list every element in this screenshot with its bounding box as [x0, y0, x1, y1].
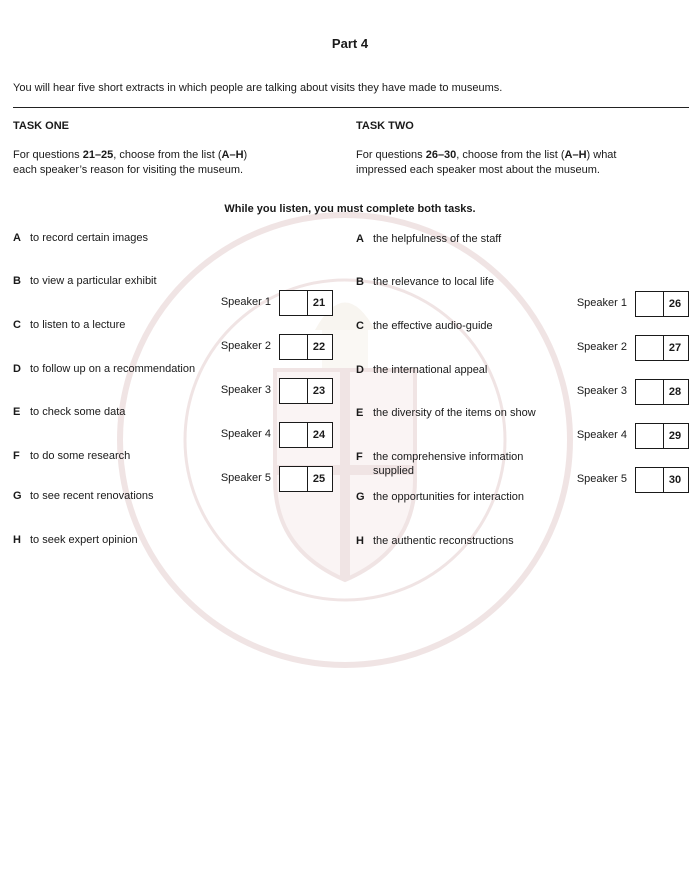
instr-text: For questions — [356, 149, 426, 161]
speaker-label: Speaker 1 — [220, 296, 271, 308]
task-one-option-b — [13, 274, 157, 288]
option-text: to listen to a lecture — [30, 319, 126, 331]
question-number: 26 — [668, 298, 682, 310]
answer-box[interactable] — [279, 378, 333, 404]
option-letter: E — [356, 407, 364, 419]
task-two-option-g — [356, 490, 524, 504]
question-number: 24 — [312, 429, 326, 441]
intro-text: You will hear five short extracts in which people are talking about visits they have made to museums. — [13, 82, 503, 94]
task-two-heading: TASK TWO — [356, 120, 414, 132]
option-text: to record certain images — [30, 232, 148, 244]
instr-text: ) — [243, 149, 248, 161]
task-one-option-a — [13, 231, 148, 245]
answer-box[interactable] — [635, 379, 689, 405]
speaker-label: Speaker 2 — [220, 340, 271, 352]
task-two-instructions — [356, 148, 617, 178]
answer-blank[interactable] — [636, 380, 664, 404]
question-number: 21 — [312, 297, 326, 309]
option-letter: G — [13, 490, 22, 502]
option-letter: G — [356, 491, 365, 503]
instr-text: ) what — [586, 149, 617, 161]
answer-box[interactable] — [635, 335, 689, 361]
answer-box[interactable] — [635, 291, 689, 317]
option-letter: D — [356, 364, 364, 376]
task-one-speaker-1 — [200, 290, 333, 316]
answer-box[interactable] — [279, 290, 333, 316]
task-two-option-e — [356, 406, 536, 420]
option-letter: C — [356, 320, 364, 332]
option-letter: A — [356, 233, 364, 245]
speaker-label: Speaker 2 — [576, 341, 627, 353]
answer-box[interactable] — [279, 422, 333, 448]
answer-blank[interactable] — [280, 379, 308, 403]
answer-blank[interactable] — [636, 336, 664, 360]
answer-blank[interactable] — [636, 468, 664, 492]
task-two-option-b — [356, 275, 494, 289]
academy-crest-watermark — [110, 180, 580, 700]
instr-text: , choose from the list ( — [113, 149, 222, 161]
option-letter: D — [13, 363, 21, 375]
option-letter: F — [356, 451, 363, 463]
answer-box[interactable] — [279, 466, 333, 492]
option-text: to do some research — [30, 450, 131, 462]
answer-blank[interactable] — [636, 292, 664, 316]
task-one-instructions — [13, 148, 247, 178]
answer-blank[interactable] — [280, 291, 308, 315]
option-text: the international appeal — [373, 364, 488, 376]
task-one-speaker-4 — [200, 422, 333, 448]
option-letter: B — [356, 276, 364, 288]
task-one-speaker-3 — [200, 378, 333, 404]
answer-box[interactable] — [635, 423, 689, 449]
question-number: 25 — [312, 473, 326, 485]
instr-range: 26–30 — [425, 149, 457, 161]
instr-letters: A–H — [564, 149, 587, 161]
option-text: to check some data — [30, 406, 126, 418]
task-one-speaker-5 — [200, 466, 333, 492]
question-number: 29 — [668, 430, 682, 442]
option-letter: E — [13, 406, 21, 418]
task-one-option-c — [13, 318, 125, 332]
instr-text: , choose from the list ( — [456, 149, 565, 161]
answer-box[interactable] — [635, 467, 689, 493]
answer-blank[interactable] — [280, 467, 308, 491]
instr-range: 21–25 — [82, 149, 114, 161]
option-text: the helpfulness of the staff — [373, 233, 502, 245]
speaker-label: Speaker 4 — [576, 429, 627, 441]
both-tasks-note: While you listen, you must complete both tasks. — [224, 203, 476, 215]
task-one-heading: TASK ONE — [13, 120, 70, 132]
answer-blank[interactable] — [280, 423, 308, 447]
task-two-option-a — [356, 232, 501, 246]
question-number: 30 — [668, 474, 682, 486]
instr-letters: A–H — [221, 149, 244, 161]
task-two-option-f — [356, 450, 536, 478]
task-one-option-d — [13, 362, 195, 376]
page-title: Part 4 — [331, 36, 369, 51]
speaker-label: Speaker 3 — [220, 384, 271, 396]
task-two-option-c — [356, 319, 493, 333]
question-number: 27 — [668, 342, 682, 354]
option-letter: C — [13, 319, 21, 331]
option-letter: A — [13, 232, 21, 244]
task-two-speaker-2 — [556, 335, 689, 361]
task-one-option-h — [13, 533, 138, 547]
option-text: the authentic reconstructions — [373, 535, 514, 547]
divider-rule — [13, 107, 689, 108]
task-one-option-f — [13, 449, 130, 463]
question-number: 28 — [668, 386, 682, 398]
option-text: the diversity of the items on show — [373, 407, 536, 419]
question-number: 22 — [312, 341, 326, 353]
answer-box[interactable] — [279, 334, 333, 360]
option-letter: H — [356, 535, 364, 547]
task-one-option-e — [13, 405, 125, 419]
speaker-label: Speaker 1 — [576, 297, 627, 309]
option-text: to seek expert opinion — [30, 534, 138, 546]
option-text: to see recent renovations — [30, 490, 154, 502]
task-one-speaker-2 — [200, 334, 333, 360]
task-two-option-h — [356, 534, 514, 548]
task-two-speaker-4 — [556, 423, 689, 449]
option-letter: B — [13, 275, 21, 287]
speaker-label: Speaker 5 — [576, 473, 627, 485]
instr-text: each speaker’s reason for visiting the museum. — [13, 164, 244, 176]
speaker-label: Speaker 5 — [220, 472, 271, 484]
option-text: the relevance to local life — [373, 276, 495, 288]
option-text: the comprehensive information supplied — [373, 451, 524, 477]
task-one-option-g — [13, 489, 154, 503]
option-text: to view a particular exhibit — [30, 275, 157, 287]
task-two-speaker-5 — [556, 467, 689, 493]
option-text: to follow up on a recommendation — [30, 363, 196, 375]
option-text: the effective audio-guide — [373, 320, 493, 332]
option-letter: F — [13, 450, 20, 462]
instr-text: For questions — [13, 149, 83, 161]
question-number: 23 — [312, 385, 326, 397]
task-two-speaker-3 — [556, 379, 689, 405]
answer-blank[interactable] — [280, 335, 308, 359]
task-two-option-d — [356, 363, 487, 377]
option-letter: H — [13, 534, 21, 546]
answer-blank[interactable] — [636, 424, 664, 448]
task-two-speaker-1 — [556, 291, 689, 317]
instr-text: impressed each speaker most about the museum. — [356, 164, 600, 176]
speaker-label: Speaker 4 — [220, 428, 271, 440]
speaker-label: Speaker 3 — [576, 385, 627, 397]
option-text: the opportunities for interaction — [373, 491, 525, 503]
